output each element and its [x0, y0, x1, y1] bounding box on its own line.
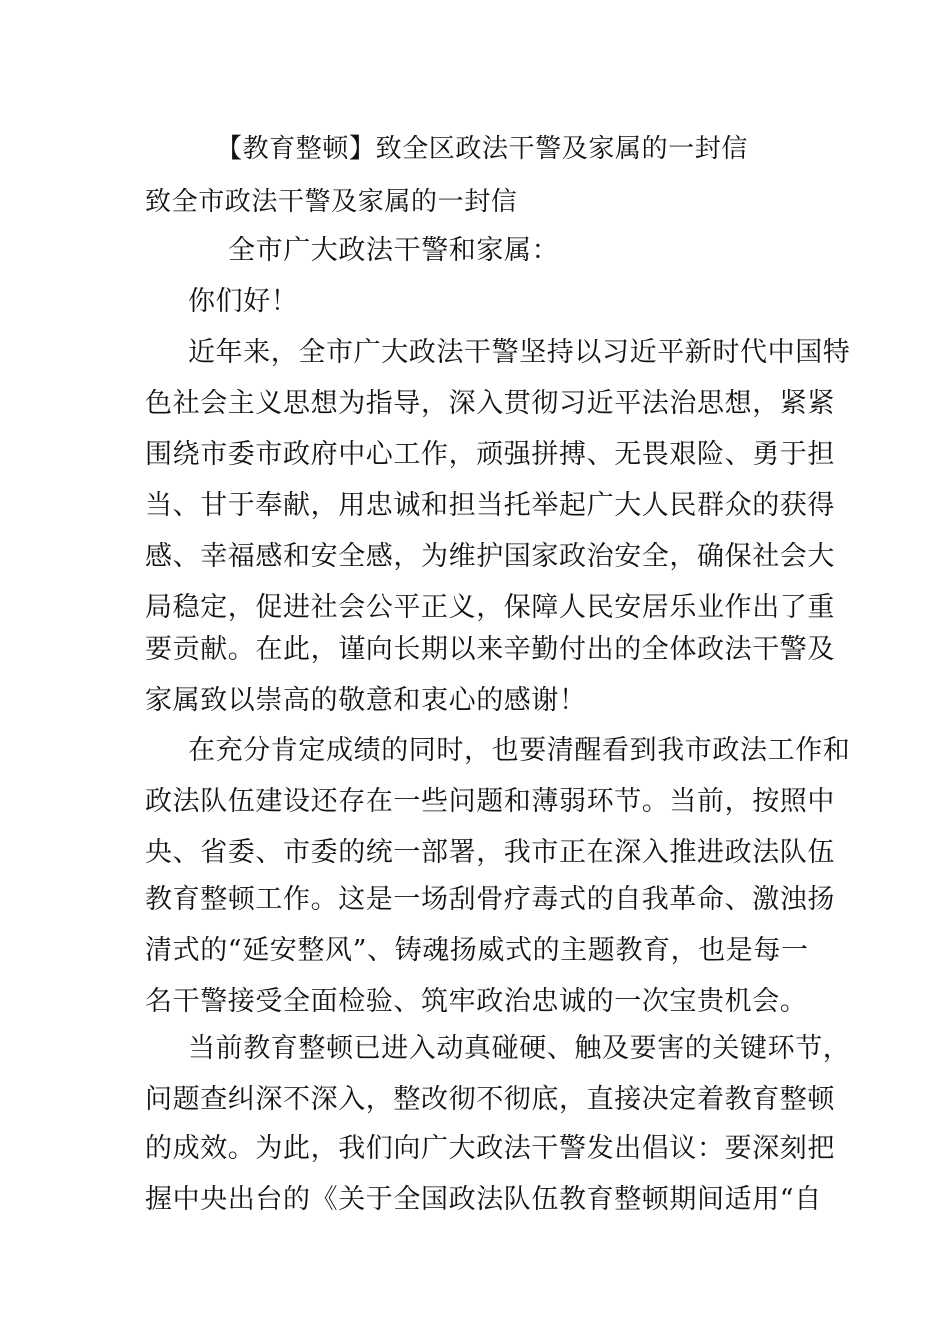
paragraph-2-line-6: 名干警接受全面检验、筑牢政治忠诚的一次宝贵机会。	[145, 986, 808, 1017]
paragraph-3-line-2: 问题查纠深不深入，整改彻不彻底，直接决定着教育整顿	[145, 1084, 835, 1115]
paragraph-2-line-2: 政法队伍建设还存在一些问题和薄弱环节。当前，按照中	[145, 786, 835, 817]
paragraph-3-line-3: 的成效。为此，我们向广大政法干警发出倡议：要深刻把	[145, 1133, 835, 1164]
greeting: 你们好！	[188, 286, 299, 317]
paragraph-1-line-3: 围绕市委市政府中心工作，顽强拼搏、无畏艰险、勇于担	[145, 439, 835, 470]
document-subtitle: 致全市政法干警及家属的一封信	[145, 187, 518, 217]
paragraph-2-line-4: 教育整顿工作。这是一场刮骨疗毒式的自我革命、激浊扬	[145, 884, 835, 915]
paragraph-3-line-1: 当前教育整顿已进入动真碰硬、触及要害的关键环节，	[188, 1033, 851, 1064]
paragraph-1-line-4: 当、甘于奉献，用忠诚和担当托举起广大人民群众的获得	[145, 490, 835, 521]
paragraph-2-line-3: 央、省委、市委的统一部署，我市正在深入推进政法队伍	[145, 837, 835, 868]
paragraph-1-line-2: 色社会主义思想为指导，深入贯彻习近平法治思想，紧紧	[145, 388, 835, 419]
paragraph-3-line-4: 握中央出台的《关于全国政法队伍教育整顿期间适用“自	[145, 1184, 822, 1215]
paragraph-1-line-7: 要贡献。在此，谨向长期以来辛勤付出的全体政法干警及	[145, 634, 835, 665]
document-title: 【教育整顿】致全区政法干警及家属的一封信	[216, 134, 749, 164]
paragraph-2-line-1: 在充分肯定成绩的同时，也要清醒看到我市政法工作和	[188, 735, 851, 766]
paragraph-1-line-1: 近年来，全市广大政法干警坚持以习近平新时代中国特	[188, 337, 851, 368]
salutation: 全市广大政法干警和家属：	[228, 235, 560, 266]
paragraph-1-line-5: 感、幸福感和安全感，为维护国家政治安全，确保社会大	[145, 541, 835, 572]
paragraph-1-line-8: 家属致以崇高的敬意和衷心的感谢！	[145, 685, 587, 716]
paragraph-2-line-5: 清式的“延安整风”、铸魂扬威式的主题教育，也是每一	[145, 935, 809, 966]
paragraph-1-line-6: 局稳定，促进社会公平正义，保障人民安居乐业作出了重	[145, 592, 835, 623]
